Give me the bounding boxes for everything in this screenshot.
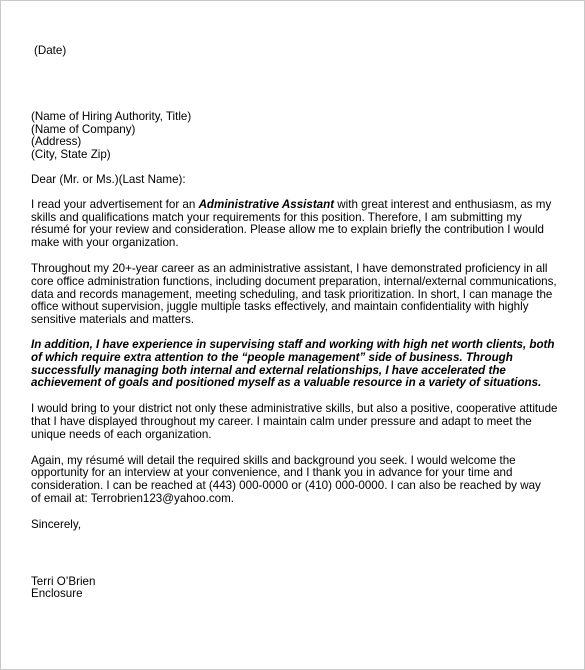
- paragraph-line: data and records management, meeting scheduling, and task prioritization. In short, I can manage the: [31, 287, 553, 301]
- signature-name: Terri O’Brien: [31, 574, 96, 588]
- paragraph-text: with great interest and enthusiasm, as my: [334, 197, 552, 211]
- paragraph-line: Throughout my 20+-year career as an administrative assistant, I have demonstrated proficiency in all: [31, 261, 548, 275]
- paragraph-line: I would bring to your district not only these administrative skills, but also a positive, cooperative attitude: [31, 402, 558, 416]
- paragraph-line: achievement of goals and positioned myself as a valuable resource in a variety of situations.: [31, 376, 542, 390]
- paragraph-contact: [31, 455, 551, 506]
- paragraph-line: consideration. I can be reached at (443) 000-0000 or (410) 000-0000. I can also be reached by way: [31, 479, 541, 493]
- paragraph-line: that I have displayed throughout my career. I maintain calm under pressure and adapt to meet the: [31, 414, 532, 428]
- recipient-address-block: [31, 111, 551, 162]
- paragraph-text: I read your advertisement for an: [31, 197, 199, 211]
- paragraph-line: résumé for your review and consideration. Please allow me to explain briefly the contribution I would: [31, 223, 544, 237]
- paragraph-line: sensitive materials and matters.: [31, 313, 195, 327]
- signature-block: [31, 576, 551, 602]
- recipient-city-state-zip: (City, State Zip): [31, 148, 111, 162]
- paragraph-line: Again, my résumé will detail the required skills and background you seek. I would welcome the: [31, 453, 516, 467]
- job-title-emphasis: Administrative Assistant: [198, 197, 335, 211]
- cover-letter: [31, 44, 558, 601]
- paragraph-attitude: [31, 402, 558, 441]
- paragraph-line: of which require extra attention to the “people management” side of business. Through: [31, 350, 513, 364]
- paragraph-line: core office administration functions, including document preparation, internal/external communications,: [31, 274, 557, 288]
- paragraph-introduction: [31, 199, 551, 250]
- paragraph-line: skills and qualifications match your requirements for this position. Therefore, I am submitting my: [31, 210, 522, 224]
- paragraph-line: [31, 199, 551, 212]
- date-line: (Date): [34, 44, 67, 57]
- paragraph-line: unique needs of each organization.: [31, 427, 212, 441]
- paragraph-line: opportunity for an interview at your convenience, and I thank you in advance for your time and: [31, 466, 513, 480]
- paragraph-line: In addition, I have experience in supervising staff and working with high net worth clients, both: [31, 337, 555, 351]
- closing: Sincerely,: [31, 517, 82, 531]
- recipient-address: (Address): [31, 135, 82, 149]
- paragraph-highlight: [31, 337, 555, 390]
- recipient-company: (Name of Company): [31, 122, 136, 136]
- paragraph-line: successfully managing both internal and external relationships, I have accelerated the: [31, 363, 506, 377]
- paragraph-line: office without supervision, juggle multiple tasks effectively, and maintain confidentiality with highly: [31, 300, 529, 314]
- paragraph-line: of email at: Terrobrien123@yahoo.com.: [31, 491, 234, 505]
- recipient-name-title: (Name of Hiring Authority, Title): [31, 109, 192, 123]
- paragraph-line: make with your organization.: [31, 236, 179, 250]
- enclosure-note: Enclosure: [31, 587, 83, 601]
- paragraph-experience: [31, 261, 557, 327]
- salutation: Dear (Mr. or Ms.)(Last Name):: [31, 172, 186, 186]
